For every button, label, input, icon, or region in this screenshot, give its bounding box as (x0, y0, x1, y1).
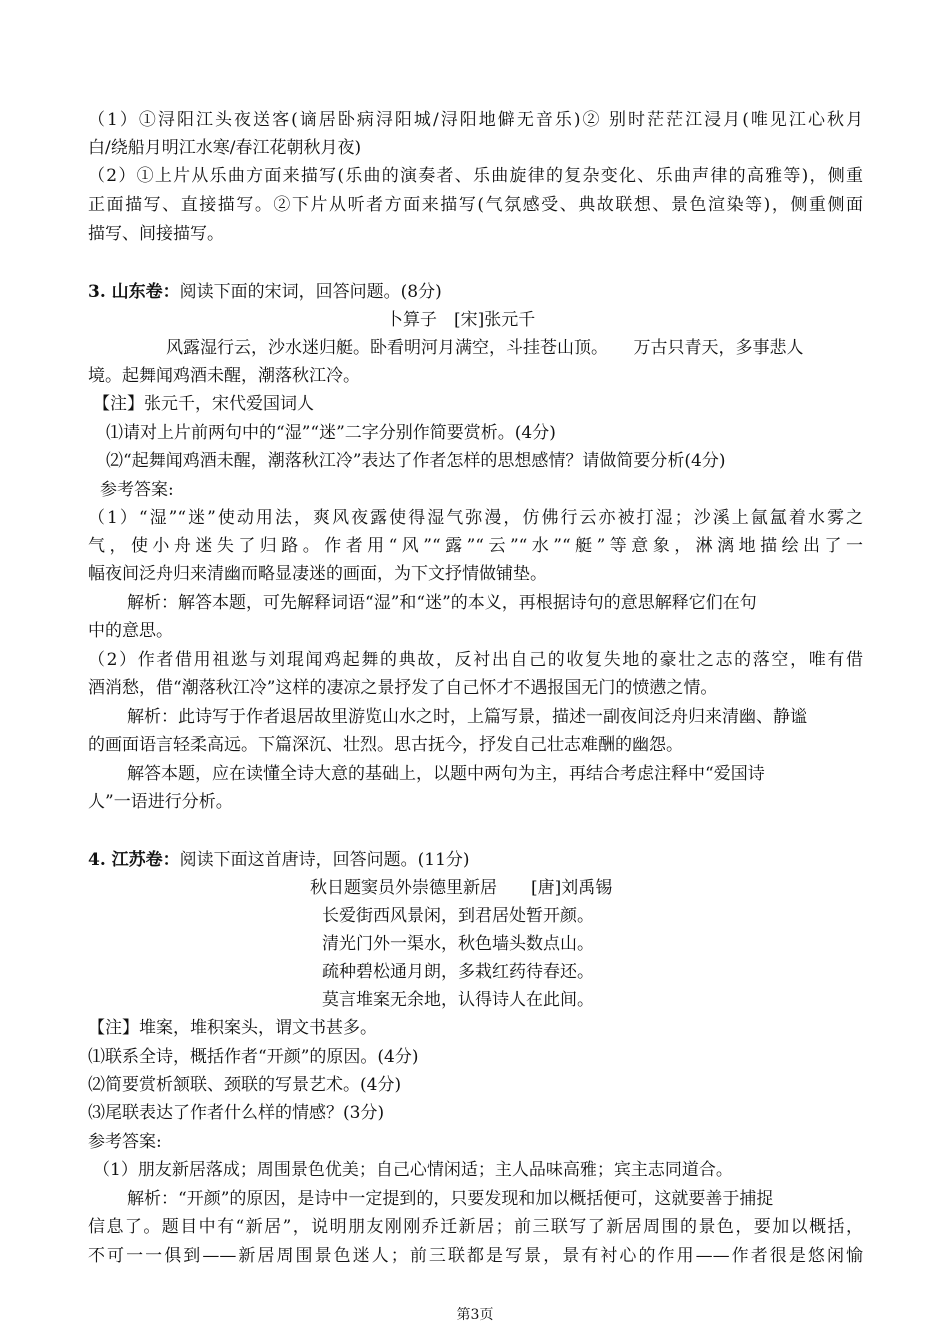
line-text: ⑴请对上片前两句中的“湿”“迷”二字分别作简要赏析。(4分) (106, 423, 556, 443)
text-line (88, 619, 863, 643)
line-text: 解析：解答本题，可先解释词语“湿”和“迷”的本义，再根据诗句的意思解释它们在句 (127, 593, 757, 613)
line-text: 秋日题窦员外崇德里新居 [唐]刘禹锡 (310, 878, 613, 898)
line-text: 长爱街西风景闲，到君居处暂开颜。 (322, 906, 594, 926)
text-line (88, 676, 863, 700)
line-text: ⑵简要赏析颔联、颈联的写景艺术。(4分) (88, 1075, 402, 1095)
text-line (127, 591, 863, 615)
text-line (88, 562, 863, 586)
text-line (322, 904, 863, 928)
line-text: 阅读下面这首唐诗，回答问题。(11分) (179, 850, 470, 870)
text-line (88, 1215, 863, 1239)
text-line (88, 222, 863, 246)
text-line (322, 988, 863, 1012)
line-text: 正面描写、直接描写。②下片从听者方面来描写(气氛感受、典故联想、景色渲染等)，侧重侧面 (88, 195, 863, 215)
line-text: 参考答案: (88, 1132, 162, 1152)
text-line (106, 421, 863, 445)
line-text: 中的意思。 (88, 621, 173, 641)
text-line (100, 478, 863, 502)
text-line (106, 449, 863, 473)
line-text: 阅读下面的宋词，回答问题。(8分) (179, 282, 442, 302)
text-line (93, 392, 863, 416)
line-text: 不可一一俱到——新居周围景色迷人；前三联都是写景，景有衬心的作用——作者很是悠闲愉 (88, 1246, 863, 1266)
line-text: 气，使小舟迷失了归路。作者用“风”“露”“云”“水”“艇”等意象，淋漓地描绘出了一 (88, 536, 863, 556)
line-text: 风露湿行云，沙水迷归艇。卧看明河月满空，斗挂苍山顶。 万古只青天，多事悲人 (166, 338, 804, 358)
line-text: 解析：此诗写于作者退居故里游览山水之时，上篇写景，描述一副夜间泛舟归来清幽、静谧 (127, 707, 807, 727)
line-text: 解析：“开颜”的原因，是诗中一定提到的，只要发现和加以概括便可，这就要善于捕捉 (127, 1189, 774, 1209)
line-text: （1）①浔阳江头夜送客(谪居卧病浔阳城/浔阳地僻无音乐)② 别时茫茫江浸月(唯见江心秋月 (88, 110, 863, 130)
text-line (310, 876, 863, 900)
text-line (322, 960, 863, 984)
line-text: ⑵“起舞闻鸡酒未醒，潮落秋江冷”表达了作者怎样的思想感情？请做简要分析(4分) (106, 451, 726, 471)
text-line (88, 108, 863, 132)
text-line (88, 1045, 863, 1069)
text-line (127, 1187, 863, 1211)
line-text: 幅夜间泛舟归来清幽而略显凄迷的画面，为下文抒情做铺垫。 (88, 564, 547, 584)
text-line (88, 280, 863, 304)
line-text: （2）作者借用祖逖与刘琨闻鸡起舞的典故，反衬出自己的收复失地的豪壮之志的落空，唯有借 (88, 650, 863, 670)
text-line (88, 848, 863, 872)
line-text: （2）①上片从乐曲方面来描写(乐曲的演奏者、乐曲旋律的复杂变化、乐曲声律的高雅等)，侧重 (88, 166, 863, 186)
text-line (88, 1101, 863, 1125)
question-label: 4. 江苏卷： (88, 850, 180, 870)
line-text: （1）朋友新居落成；周围景色优美；自己心情闲适；主人品味高雅；宾主志同道合。 (93, 1160, 733, 1180)
line-text: ⑶尾联表达了作者什么样的情感？(3分) (88, 1103, 385, 1123)
text-line (88, 790, 863, 814)
line-text: 莫言堆案无余地，认得诗人在此间。 (322, 990, 594, 1010)
text-line (322, 932, 863, 956)
text-line (88, 136, 863, 160)
text-line (127, 762, 863, 786)
question-label: 3. 山东卷： (88, 282, 180, 302)
line-text: 清光门外一渠水，秋色墙头数点山。 (322, 934, 594, 954)
text-line (88, 506, 863, 530)
line-text: 描写、间接描写。 (88, 224, 224, 244)
line-text: 解答本题，应在读懂全诗大意的基础上，以题中两句为主，再结合考虑注释中“爱国诗 (127, 764, 765, 784)
line-text: 参考答案: (100, 480, 174, 500)
text-line (88, 1016, 863, 1040)
line-text: 人”一语进行分析。 (88, 792, 233, 812)
line-text: 的画面语言轻柔高远。下篇深沉、壮烈。思古抚今，抒发自己壮志难酬的幽怨。 (88, 735, 683, 755)
line-text: 白/绕船月明江水寒/春江花朝秋月夜) (88, 138, 362, 158)
line-text: （1）“湿”“迷”使动用法，爽风夜露使得湿气弥漫，仿佛行云亦被打湿；沙溪上氤氲着水雾之 (88, 508, 863, 528)
line-text: 【注】堆案，堆积案头，谓文书甚多。 (88, 1018, 377, 1038)
text-line (127, 705, 863, 729)
line-text: 疏种碧松通月朗，多栽红药待春还。 (322, 962, 594, 982)
text-line (88, 733, 863, 757)
text-line (88, 1244, 863, 1268)
text-line (93, 1158, 863, 1182)
text-line (88, 364, 863, 388)
text-line (88, 164, 863, 188)
text-line (88, 193, 863, 217)
line-text: 酒消愁，借“潮落秋江冷”这样的凄凉之景抒发了自己怀才不遇报国无门的愤懑之情。 (88, 678, 718, 698)
text-line (386, 308, 863, 332)
line-text: 【注】张元千，宋代爱国词人 (93, 394, 314, 414)
text-line (88, 534, 863, 558)
text-line (88, 1073, 863, 1097)
text-line (166, 336, 863, 360)
page-number: 第3页 (456, 1307, 494, 1323)
line-text: 境。起舞闻鸡酒未醒，潮落秋江冷。 (88, 366, 360, 386)
line-text: 卜算子 [宋]张元千 (386, 310, 536, 330)
line-text: ⑴联系全诗，概括作者“开颜”的原因。(4分) (88, 1047, 419, 1067)
text-line (88, 1130, 863, 1154)
line-text: 信息了。题目中有“新居”，说明朋友刚刚乔迁新居；前三联写了新居周围的景色，要加以概括， (88, 1217, 863, 1237)
text-line (88, 648, 863, 672)
